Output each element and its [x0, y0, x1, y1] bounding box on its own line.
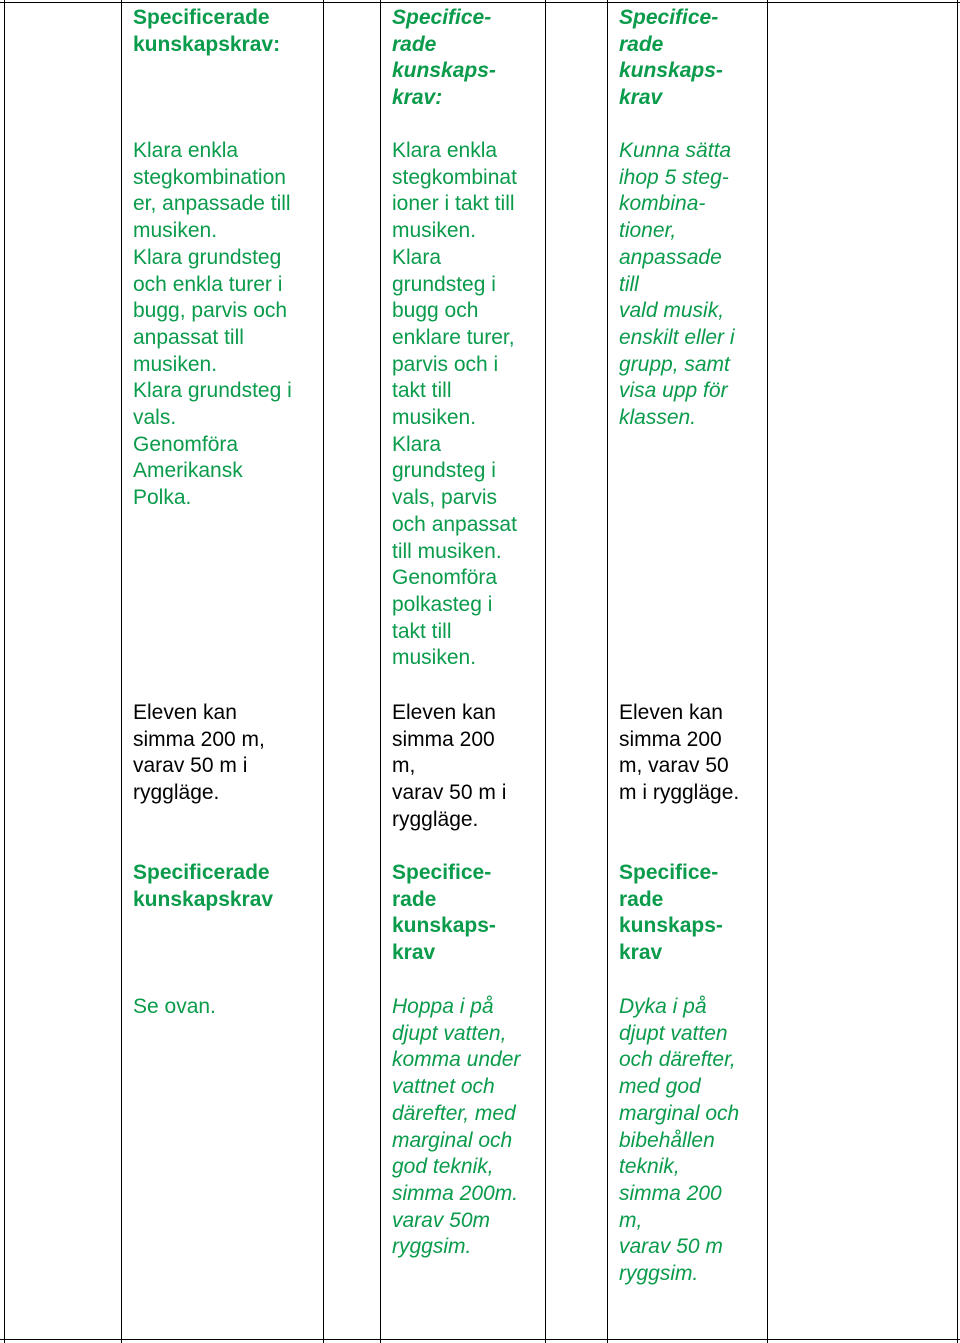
text-line: ryggsim. — [392, 1235, 472, 1259]
text-line: krav — [619, 86, 663, 110]
text-line: simma 200m. — [392, 1181, 519, 1205]
text-line: Klara grundsteg i — [133, 379, 292, 403]
text-line: Eleven kan — [133, 701, 237, 724]
text-line: Specificerade — [133, 861, 270, 884]
column-divider-6 — [767, 0, 768, 1343]
text-line: Klara grundsteg — [133, 245, 282, 269]
text-line: stegkombination — [133, 165, 286, 189]
col2-dance-requirements — [392, 138, 517, 672]
text-line: ihop 5 steg- — [619, 165, 729, 189]
text-line: Specifice- — [619, 6, 719, 29]
text-line: enskilt eller i — [619, 325, 735, 349]
text-line: m, varav 50 — [619, 754, 729, 778]
text-line: Eleven kan — [392, 701, 496, 724]
text-line: marginal och — [392, 1128, 513, 1152]
text-line: simma 200 — [392, 727, 495, 751]
text-line: varav 50 m i — [392, 781, 507, 805]
text-line: Klara enkla — [133, 139, 239, 162]
text-line: Specifice- — [392, 861, 492, 884]
text-line: krav — [392, 941, 436, 965]
text-line: kunskapskrav: — [133, 32, 281, 56]
text-line: Dyka i på — [619, 995, 707, 1018]
col1-swim-specified — [133, 994, 216, 1021]
text-line: Polka. — [133, 486, 192, 510]
text-line: god teknik, — [392, 1155, 494, 1179]
text-line: er, anpassade till — [133, 192, 291, 216]
col3-swim-requirement — [619, 700, 739, 807]
text-line: ioner i takt till — [392, 192, 515, 216]
text-line: djupt vatten, — [392, 1021, 507, 1045]
text-line: musiken. — [392, 406, 477, 430]
column-divider-5 — [607, 0, 608, 1343]
text-line: komma under — [392, 1048, 521, 1072]
text-line: kunskapskrav — [133, 887, 274, 911]
text-line: stegkombinat — [392, 165, 517, 189]
text-line: Amerikansk — [133, 459, 243, 483]
text-line: bugg, parvis och — [133, 299, 288, 323]
table-bottom-border — [0, 1339, 960, 1340]
text-line: krav — [619, 941, 663, 965]
col1-swim-requirement — [133, 700, 265, 807]
text-line: grupp, samt — [619, 352, 730, 376]
text-line: varav 50 m — [619, 1235, 723, 1259]
column-divider-4 — [545, 0, 546, 1343]
text-line: och anpassat — [392, 512, 517, 536]
text-line: till musiken. — [392, 539, 502, 563]
text-line: klassen. — [619, 406, 697, 430]
text-line: Specificerade — [133, 6, 270, 29]
text-line: simma 200 m, — [133, 727, 265, 751]
text-line: rade — [619, 887, 664, 911]
text-line: Klara — [392, 245, 442, 269]
text-line: och därefter, — [619, 1048, 736, 1072]
text-line: anpassade — [619, 245, 722, 269]
text-line: krav: — [392, 86, 443, 110]
column-divider-1 — [121, 0, 122, 1343]
text-line: vattnet och — [392, 1075, 495, 1099]
text-line: takt till — [392, 619, 452, 643]
col1-dance-requirements — [133, 138, 292, 512]
text-line: Se ovan. — [133, 995, 216, 1018]
text-line: kunskaps- — [619, 59, 723, 83]
text-line: Specifice- — [392, 6, 492, 29]
text-line: m, — [392, 754, 416, 778]
column-divider-2 — [323, 0, 324, 1343]
col2-swim-requirement — [392, 700, 506, 834]
text-line: Kunna sätta — [619, 139, 732, 162]
col2-swim-specified — [392, 994, 520, 1261]
col3-heading-specified-requirements-2 — [619, 860, 723, 967]
text-line: musiken. — [133, 352, 218, 376]
text-line: simma 200 — [619, 1181, 722, 1205]
text-line: Genomföra — [133, 432, 239, 456]
text-line: Genomföra — [392, 566, 498, 590]
text-line: Klara enkla — [392, 139, 498, 162]
col3-dance-requirements — [619, 138, 735, 432]
text-line: Klara — [392, 432, 442, 456]
text-line: polkasteg i — [392, 592, 493, 616]
text-line: visa upp för — [619, 379, 728, 403]
text-line: med god — [619, 1075, 701, 1099]
table-border-right — [957, 0, 958, 1343]
text-line: musiken. — [133, 219, 218, 243]
text-line: därefter, med — [392, 1101, 516, 1125]
col2-heading-specified-requirements-2 — [392, 860, 496, 967]
text-line: ryggläge. — [133, 781, 220, 805]
text-line: m i ryggläge. — [619, 781, 740, 805]
text-line: ryggsim. — [619, 1262, 699, 1286]
text-line: kombina- — [619, 192, 706, 216]
col3-heading-specified-requirements — [619, 5, 723, 112]
text-line: och enkla turer i — [133, 272, 283, 296]
text-line: rade — [619, 32, 664, 56]
text-line: Specifice- — [619, 861, 719, 884]
text-line: djupt vatten — [619, 1021, 728, 1045]
text-line: tioner, — [619, 219, 677, 243]
text-line: kunskaps- — [392, 59, 496, 83]
text-line: marginal och — [619, 1101, 740, 1125]
text-line: takt till — [392, 379, 452, 403]
text-line: grundsteg i — [392, 272, 496, 296]
text-line: Hoppa i på — [392, 995, 494, 1018]
text-line: musiken. — [392, 646, 477, 670]
text-line: grundsteg i — [392, 459, 496, 483]
text-line: teknik, — [619, 1155, 680, 1179]
text-line: till — [619, 272, 639, 296]
text-line: vals, parvis — [392, 486, 498, 510]
text-line: vals. — [133, 406, 177, 430]
text-line: rade — [392, 32, 437, 56]
text-line: kunskaps- — [619, 914, 723, 938]
text-line: kunskaps- — [392, 914, 496, 938]
text-line: simma 200 — [619, 727, 722, 751]
col1-heading-specified-requirements — [133, 5, 280, 58]
text-line: bugg och — [392, 299, 479, 323]
text-line: bibehållen — [619, 1128, 715, 1152]
text-line: rade — [392, 887, 437, 911]
text-line: varav 50 m i — [133, 754, 248, 778]
col1-heading-specified-requirements-2 — [133, 860, 273, 913]
table-border-left — [4, 0, 5, 1343]
text-line: vald musik, — [619, 299, 725, 323]
text-line: varav 50m — [392, 1208, 491, 1232]
table-top-border — [0, 2, 960, 3]
col3-swim-specified — [619, 994, 739, 1288]
text-line: Eleven kan — [619, 701, 723, 724]
text-line: ryggläge. — [392, 807, 479, 831]
text-line: enklare turer, — [392, 325, 515, 349]
col2-heading-specified-requirements — [392, 5, 496, 112]
column-divider-3 — [380, 0, 381, 1343]
text-line: anpassat till — [133, 325, 244, 349]
text-line: musiken. — [392, 219, 477, 243]
text-line: parvis och i — [392, 352, 499, 376]
text-line: m, — [619, 1208, 643, 1232]
